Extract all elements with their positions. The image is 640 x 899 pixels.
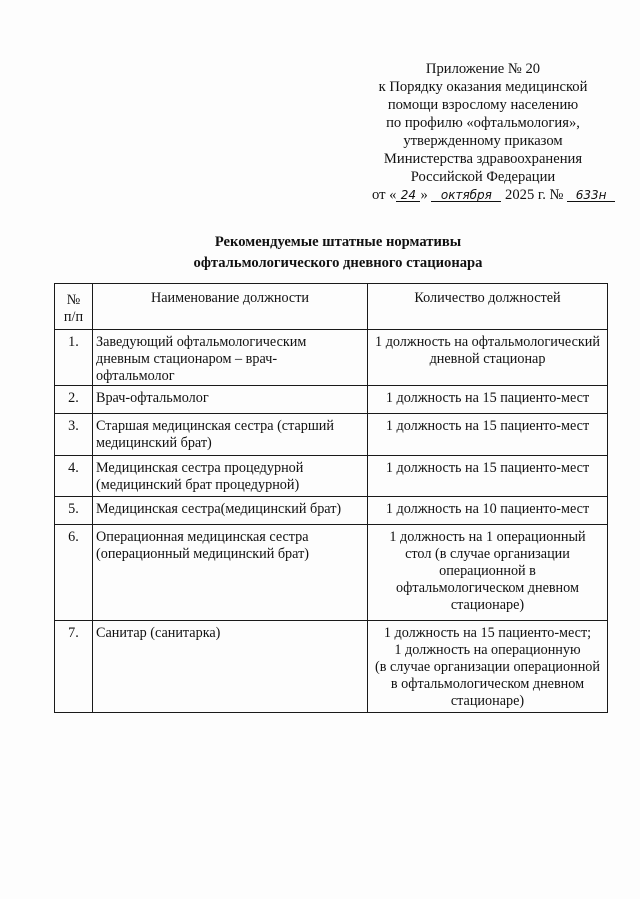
row-quantity: 1 должность на 1 операционный стол (в случае организации операционной в офтальмологическом дневном стационаре)	[368, 525, 608, 621]
appendix-line: Министерства здравоохранения	[383, 151, 583, 167]
appendix-line: Российской Федерации	[410, 169, 556, 185]
header-quantity: Количество должностей	[368, 284, 608, 330]
row-position: Врач-офтальмолог	[93, 386, 368, 414]
appendix-header	[352, 60, 614, 204]
row-position: Заведующий офтальмологическим дневным стационаром – врач- офтальмолог	[93, 330, 368, 386]
staff-table	[54, 283, 608, 713]
document-title	[0, 232, 640, 274]
row-quantity: 1 должность на 15 пациенто-мест	[368, 456, 608, 497]
row-number: 7.	[55, 621, 93, 713]
order-quote-close: »	[420, 187, 428, 203]
appendix-line: к Порядку оказания медицинской	[378, 79, 588, 95]
row-number: 3.	[55, 414, 93, 456]
order-number-handwritten: 633н	[567, 189, 615, 202]
row-quantity: 1 должность на офтальмологический дневной стационар	[368, 330, 608, 386]
row-position: Медицинская сестра процедурной (медицинский брат процедурной)	[93, 456, 368, 497]
row-quantity: 1 должность на 15 пациенто-мест	[368, 386, 608, 414]
row-number: 1.	[55, 330, 93, 386]
table-row	[55, 330, 608, 386]
row-number: 5.	[55, 497, 93, 525]
row-quantity: 1 должность на 15 пациенто-мест; 1 должность на операционную (в случае организации операционной в офтальмологическом дневном стационаре)	[368, 621, 608, 713]
row-quantity: 1 должность на 15 пациенто-мест	[368, 414, 608, 456]
appendix-line: помощи взрослому населению	[387, 97, 579, 113]
row-position: Санитар (санитарка)	[93, 621, 368, 713]
row-position: Медицинская сестра(медицинский брат)	[93, 497, 368, 525]
row-position: Старшая медицинская сестра (старший медицинский брат)	[93, 414, 368, 456]
table-row	[55, 414, 608, 456]
appendix-line: Приложение № 20	[425, 61, 541, 77]
order-month-handwritten: октября	[431, 189, 501, 202]
table-row	[55, 525, 608, 621]
row-number: 6.	[55, 525, 93, 621]
table-row	[55, 456, 608, 497]
table-row	[55, 497, 608, 525]
table-header-row	[55, 284, 608, 330]
order-date-line	[352, 186, 614, 204]
row-quantity: 1 должность на 10 пациенто-мест	[368, 497, 608, 525]
title-line-1: Рекомендуемые штатные нормативы	[214, 234, 462, 250]
appendix-line: по профилю «офтальмология»,	[386, 115, 580, 131]
order-year-text: 2025 г. №	[505, 187, 564, 203]
row-number: 2.	[55, 386, 93, 414]
order-day-handwritten: 24	[396, 189, 420, 202]
table-row	[55, 621, 608, 713]
appendix-line: утвержденному приказом	[403, 133, 563, 149]
header-num: № п/п	[55, 284, 93, 330]
table-row	[55, 386, 608, 414]
order-prefix: от «	[372, 187, 397, 203]
row-number: 4.	[55, 456, 93, 497]
row-position: Операционная медицинская сестра (операционный медицинский брат)	[93, 525, 368, 621]
title-line-2: офтальмологического дневного стационара	[193, 255, 483, 271]
header-position: Наименование должности	[93, 284, 368, 330]
